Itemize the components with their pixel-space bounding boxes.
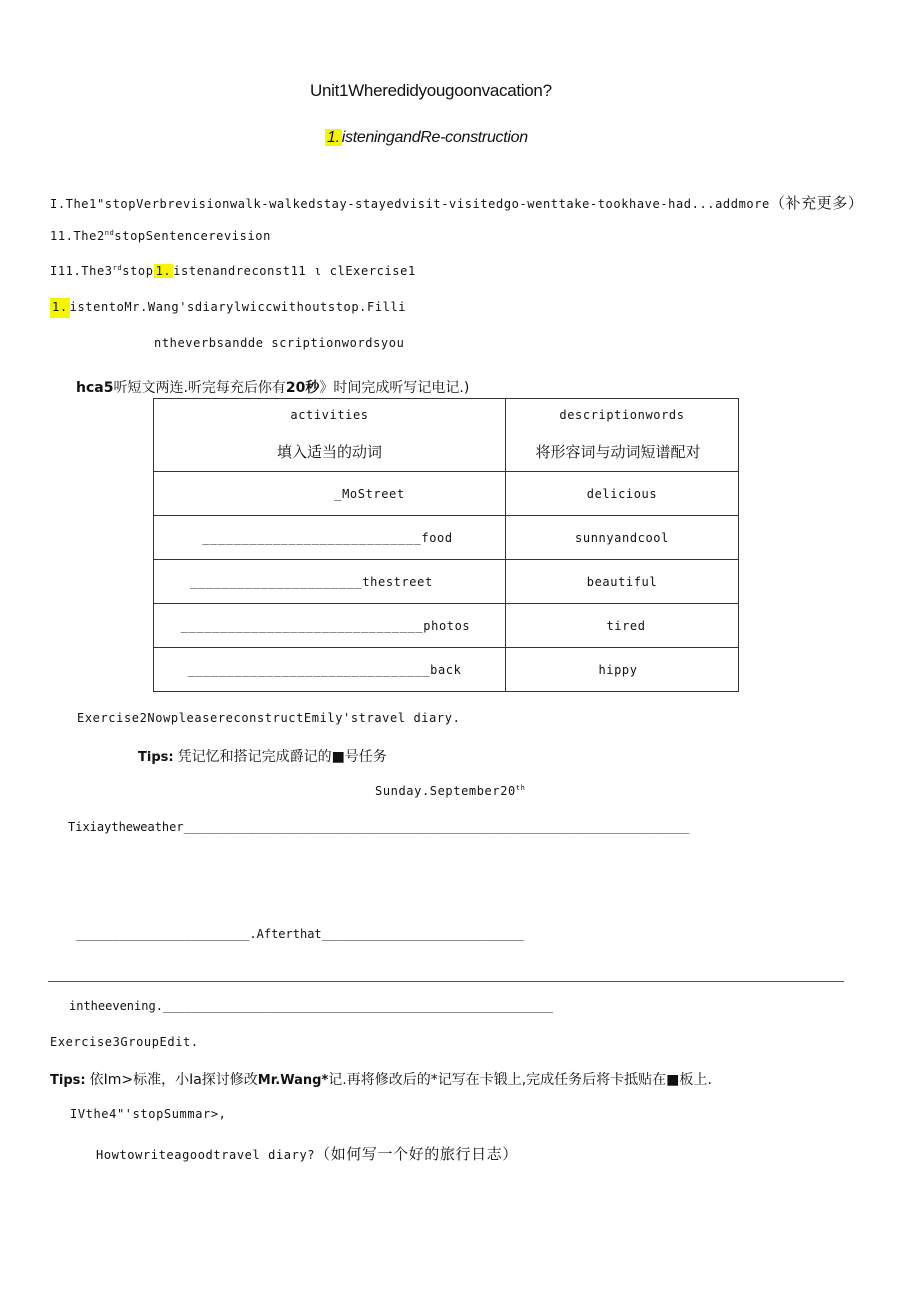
- hint-text: 听短文两连.听完每充后你有: [113, 380, 286, 396]
- tips-2-label: Tips:: [50, 1073, 86, 1088]
- highlight-marker: 1.: [50, 298, 70, 318]
- section-subtitle: [325, 129, 528, 147]
- activity-text: ______________________thestreet: [190, 574, 433, 589]
- howto-text: Howtowriteagoodtravel diary?: [96, 1148, 316, 1162]
- weather-fill-line[interactable]: Tixiaytheweather______________________________________________________________________: [68, 820, 690, 834]
- after-that-fill-line[interactable]: ________________________.Afterthat____________________________: [76, 927, 524, 941]
- table-row: [154, 472, 739, 516]
- exercise-3-line: Exercise3GroupEdit.: [50, 1035, 199, 1049]
- hint-bold-2: 20秒: [285, 380, 320, 396]
- tips-1-text: 凭记忆和搭记完成爵记的■号任务: [177, 749, 387, 765]
- highlight-marker: 1.: [155, 264, 172, 278]
- exercise-1-line-2: ntheverbsandde scriptionwordsyou: [154, 336, 405, 350]
- exercise-2-line: Exercise2NowpleasereconstructEmily'stravel diary.: [77, 711, 461, 725]
- description-cell: [506, 560, 739, 604]
- tips-1-label: Tips:: [138, 750, 174, 765]
- header-description: [506, 399, 739, 472]
- description-text: tired: [606, 618, 646, 633]
- stop-3-mid: stop: [122, 264, 154, 278]
- activity-text: _______________________________photos: [180, 618, 471, 633]
- stop-4-line: IVthe4"'stopSummar>,: [70, 1107, 227, 1121]
- activity-text: ____________________________food: [202, 530, 453, 545]
- tips-2-bold: Mr.Wang*: [257, 1073, 329, 1088]
- description-text: delicious: [586, 486, 658, 501]
- stop-1-line: [50, 192, 863, 213]
- subtitle-text: isteningandRe-construction: [341, 129, 528, 146]
- stop-2-post: stopSentencerevision: [114, 229, 271, 243]
- highlight-marker: 1.: [327, 129, 340, 146]
- description-cell: [506, 472, 739, 516]
- table-header-row: [154, 399, 739, 472]
- header-description-zh: 将形容词与动词短谱配对: [535, 443, 701, 461]
- activity-cell[interactable]: [154, 516, 506, 560]
- date-sup: th: [515, 784, 526, 792]
- description-cell: [506, 516, 739, 560]
- tips-1: [138, 746, 387, 766]
- stop-1-text: I.The1"stopVerbrevisionwalk-walkedstay-stayedvisit-visitedgo-wenttake-tookhave-had...addmore: [50, 197, 770, 211]
- description-text: sunnyandcool: [575, 530, 669, 545]
- tips-2-text-1: 依Im>标准，小Ia探讨修改: [89, 1072, 258, 1088]
- description-cell: [506, 648, 739, 692]
- description-cell: [506, 604, 739, 648]
- listening-hint: [76, 377, 469, 397]
- activity-cell[interactable]: [154, 472, 506, 516]
- header-description-en: descriptionwords: [559, 408, 685, 422]
- tips-2: [50, 1069, 712, 1089]
- activity-table: [153, 398, 739, 692]
- activity-text: _______________________________back: [187, 662, 462, 677]
- date-text: Sunday.September20: [375, 784, 516, 798]
- stop-3-post: istenandreconst11 ι clExercise1: [173, 264, 416, 278]
- hint-bold: hca5: [76, 380, 114, 396]
- evening-fill-line[interactable]: intheevening.______________________________________________________: [69, 999, 554, 1013]
- exercise-1-line-1: [50, 300, 406, 314]
- divider-line: [48, 981, 844, 982]
- tips-2-text-2: 记.再将修改后的*记写在卡锻上,完成任务后将卡抵贴在■板上.: [328, 1072, 712, 1088]
- activity-cell[interactable]: [154, 560, 506, 604]
- description-text: beautiful: [586, 574, 658, 589]
- stop-2-pre: 11.The2: [50, 229, 105, 243]
- howto-line: [96, 1143, 518, 1164]
- stop-3-line: [50, 264, 416, 278]
- stop-3-sup: rd: [112, 264, 123, 272]
- stop-1-cn: （补充更多）: [769, 194, 864, 212]
- diary-date: [375, 784, 525, 798]
- stop-2-line: [50, 229, 271, 243]
- table-row: [154, 648, 739, 692]
- table-row: [154, 516, 739, 560]
- header-activities-en: activities: [290, 408, 369, 422]
- activity-cell[interactable]: [154, 604, 506, 648]
- howto-cn: （如何写一个好的旅行日志）: [315, 1145, 518, 1163]
- description-text: hippy: [598, 662, 638, 677]
- table-row: [154, 604, 739, 648]
- hint-text-2: 》时间完成听写记电记.): [319, 380, 470, 396]
- table-row: [154, 560, 739, 604]
- activity-cell[interactable]: [154, 648, 506, 692]
- exercise-1-text: istentoMr.Wang'sdiarylwiccwithoutstop.Filli: [69, 300, 407, 314]
- activity-text: _MoStreet: [334, 486, 405, 501]
- stop-3-pre: I11.The3: [50, 264, 113, 278]
- header-activities: [154, 399, 506, 472]
- header-activities-zh: 填入适当的动词: [276, 443, 382, 461]
- stop-2-sup: nd: [104, 229, 115, 237]
- page-title: Unit1Wheredidyougoonvacation?: [310, 81, 552, 100]
